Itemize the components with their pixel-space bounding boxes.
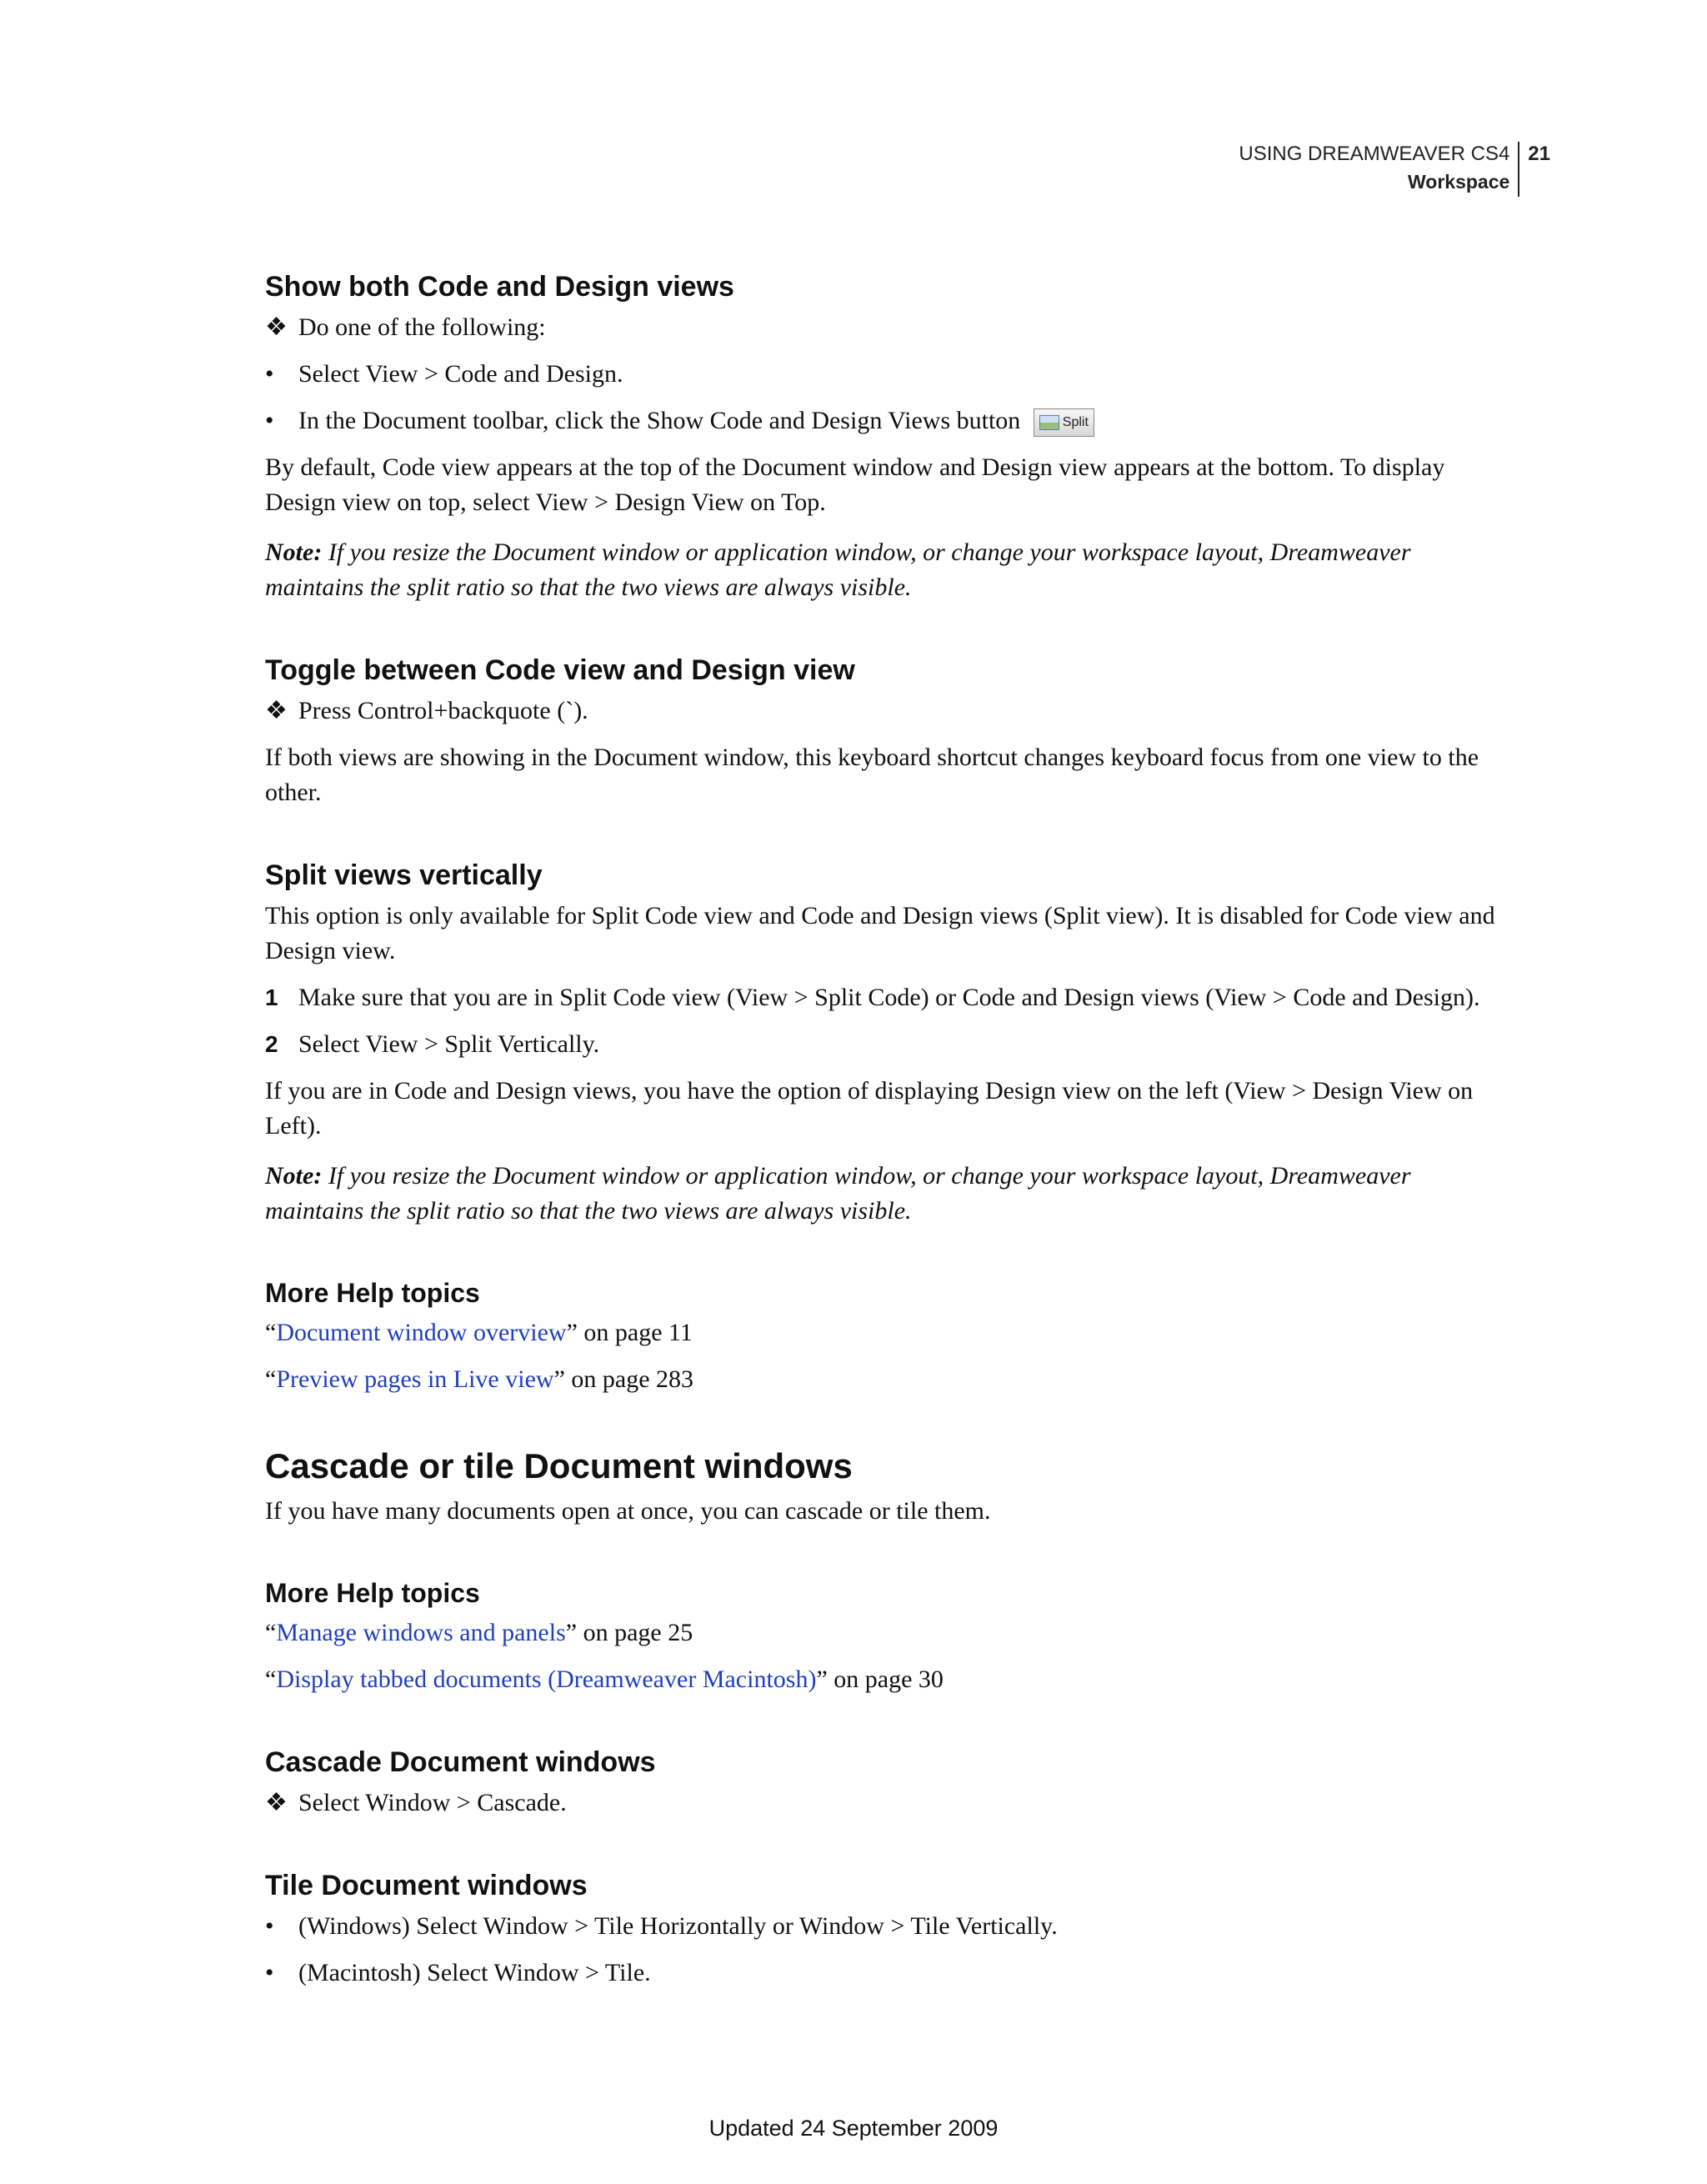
note-text: If you resize the Document window or application window, or change your workspace layout, Dreamweaver maintains the split ratio so that the two views are always visible. [265,538,1411,601]
step-number: 2 [265,1031,278,1057]
bullet-icon: • [265,1912,274,1940]
step-number: 1 [265,984,278,1010]
bullet-icon: • [265,1959,274,1986]
bullet-item [265,357,1499,392]
diamond-icon: ❖ [265,697,288,724]
note-label: Note: [265,1162,323,1190]
bullet-text: In the Document toolbar, click the Show Code and Design Views button [298,407,1021,434]
help-link-item [265,1662,1499,1697]
heading-toggle: Toggle between Code view and Design view [265,654,855,686]
page-content [265,263,1499,2002]
bullet-item [265,1909,1499,1944]
bullet-text: (Macintosh) Select Window > Tile. [298,1959,651,1986]
note-label: Note: [265,538,323,566]
split-view-button[interactable] [1034,408,1094,437]
bullet-icon: • [265,360,274,388]
help-link-item [265,1315,1499,1350]
header-text [1239,142,1519,197]
note-text: If you resize the Document window or application window, or change your workspace layout, Dreamweaver maintains the split ratio so that the two views are always visible. [265,1162,1411,1225]
note [265,1159,1499,1229]
diamond-icon: ❖ [265,313,288,341]
heading-more-help: More Help topics [265,1278,480,1308]
step-text: Select Window > Cascade. [298,1789,567,1816]
page-header [1239,142,1550,197]
link-suffix: ” on page 11 [566,1319,693,1346]
step-item [265,1786,1499,1821]
open-quote: “ [265,1619,277,1646]
note [265,535,1499,605]
book-title: USING DREAMWEAVER CS4 [1239,143,1510,165]
footer-updated: Updated 24 September 2009 [708,2116,999,2141]
step-text: Do one of the following: [298,313,546,341]
section-title: Workspace [1407,171,1510,193]
step-text: Make sure that you are in Split Code view (View > Split Code) or Code and Design views (View > Code and Design). [298,984,1480,1011]
heading-more-help: More Help topics [265,1578,480,1608]
heading-cascade: Cascade Document windows [265,1746,656,1778]
paragraph: If both views are showing in the Document window, this keyboard shortcut changes keyboard focus from one view to the other. [265,744,1479,806]
heading-show-both: Show both Code and Design views [265,271,734,303]
bullet-text: (Windows) Select Window > Tile Horizontally or Window > Tile Vertically. [298,1912,1058,1940]
step-item [265,694,1499,729]
split-button-label: Split [1062,415,1089,430]
paragraph: If you are in Code and Design views, you have the option of displaying Design view on the left (View > Design View on Left). [265,1077,1474,1140]
numbered-step [265,980,1499,1015]
paragraph: This option is only available for Split Code view and Code and Design views (Split view). It is disabled for Code view and Design view. [265,902,1495,964]
link-suffix: ” on page 25 [565,1619,693,1646]
step-item [265,310,1499,345]
help-link[interactable]: Document window overview [276,1319,567,1346]
bullet-item [265,1956,1499,1991]
split-view-icon [1039,415,1059,430]
link-suffix: ” on page 30 [816,1666,944,1693]
step-text: Select View > Split Vertically. [298,1030,600,1058]
bullet-item [265,403,1499,438]
page-number: 21 [1528,143,1550,165]
help-link[interactable]: Preview pages in Live view [276,1365,554,1393]
step-text: Press Control+backquote (`). [298,697,588,724]
bullet-text: Select View > Code and Design. [298,360,623,388]
paragraph: By default, Code view appears at the top of the Document window and Design view appears at the bottom. To display Design view on top, select View > Design View on Top. [265,453,1445,516]
open-quote: “ [265,1365,277,1393]
open-quote: “ [265,1319,277,1346]
link-suffix: ” on page 283 [553,1365,694,1393]
open-quote: “ [265,1666,277,1693]
diamond-icon: ❖ [265,1789,288,1816]
help-link-item [265,1615,1499,1651]
bullet-icon: • [265,407,274,434]
help-link[interactable]: Display tabbed documents (Dreamweaver Macintosh) [276,1666,817,1693]
paragraph: If you have many documents open at once, you can cascade or tile them. [265,1497,991,1525]
heading-tile: Tile Document windows [265,1870,588,1901]
heading-split-vertically: Split views vertically [265,859,543,891]
help-link[interactable]: Manage windows and panels [276,1619,566,1646]
heading-cascade-or-tile: Cascade or tile Document windows [265,1446,853,1485]
help-link-item [265,1362,1499,1397]
numbered-step [265,1027,1499,1062]
